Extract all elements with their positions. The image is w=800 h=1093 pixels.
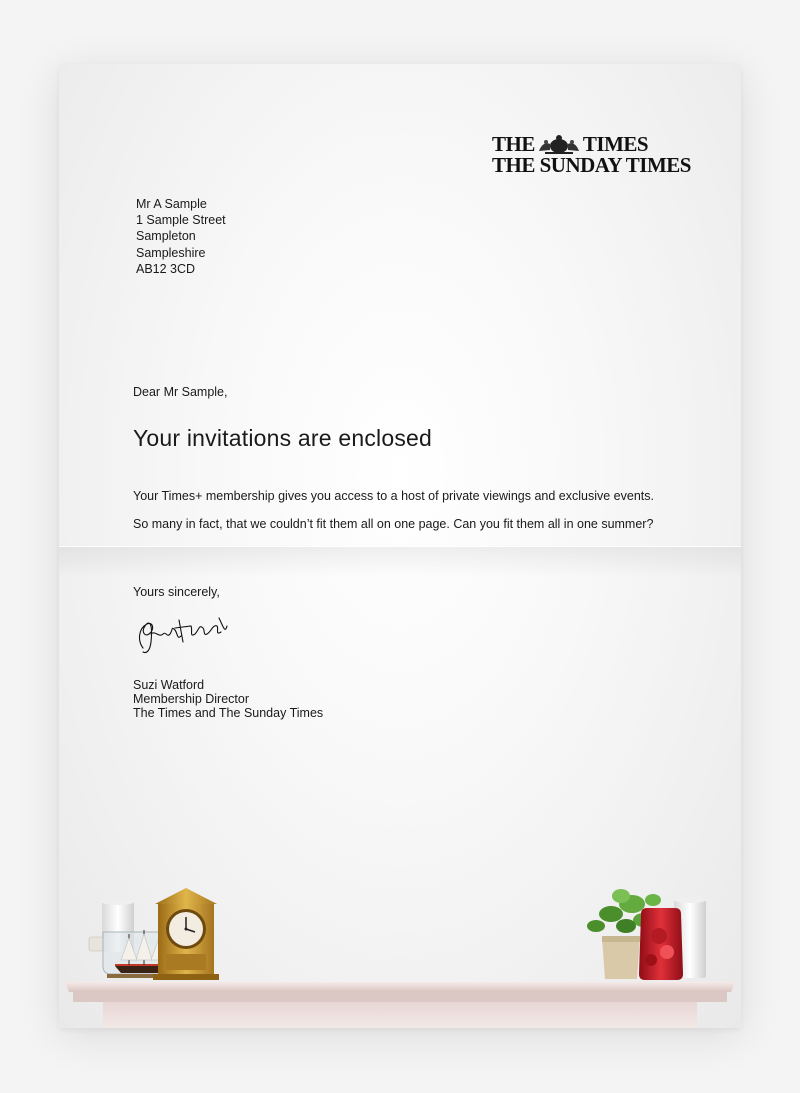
signoff-block <box>133 678 323 720</box>
mantelpiece-illustration <box>59 874 741 1028</box>
address-line: 1 Sample Street <box>136 213 226 228</box>
letter-page <box>59 64 741 1028</box>
crest-icon <box>537 135 581 155</box>
address-line: Sampleton <box>136 229 196 244</box>
address-line: AB12 3CD <box>136 261 196 276</box>
address-line: Sampleshire <box>136 245 206 260</box>
mantel-clock-icon <box>153 888 219 980</box>
paragraph: So many in fact, that we couldn’t fit them all on one page. Can you fit them all in one summer? <box>133 517 654 531</box>
headline: Your invitations are enclosed <box>133 425 433 451</box>
signoff-company: The Times and The Sunday Times <box>133 706 324 720</box>
masthead-the: THE <box>492 132 535 156</box>
masthead-times: TIMES <box>582 132 649 156</box>
signature-image <box>133 612 233 658</box>
recipient-address <box>136 196 226 277</box>
paragraph: Your Times+ membership gives you access to a host of private viewings and exclusive events. <box>133 489 654 503</box>
closing: Yours sincerely, <box>133 585 220 599</box>
page-fold <box>59 546 741 577</box>
red-vase-icon <box>639 908 683 980</box>
signoff-title: Membership Director <box>133 692 250 706</box>
mantel-shelf <box>65 982 735 1028</box>
signoff-name: Suzi Watford <box>133 678 205 692</box>
salutation: Dear Mr Sample, <box>133 385 228 399</box>
masthead-logo <box>492 134 691 176</box>
address-line: Mr A Sample <box>136 197 207 211</box>
masthead-sunday: THE SUNDAY TIMES <box>492 153 691 177</box>
